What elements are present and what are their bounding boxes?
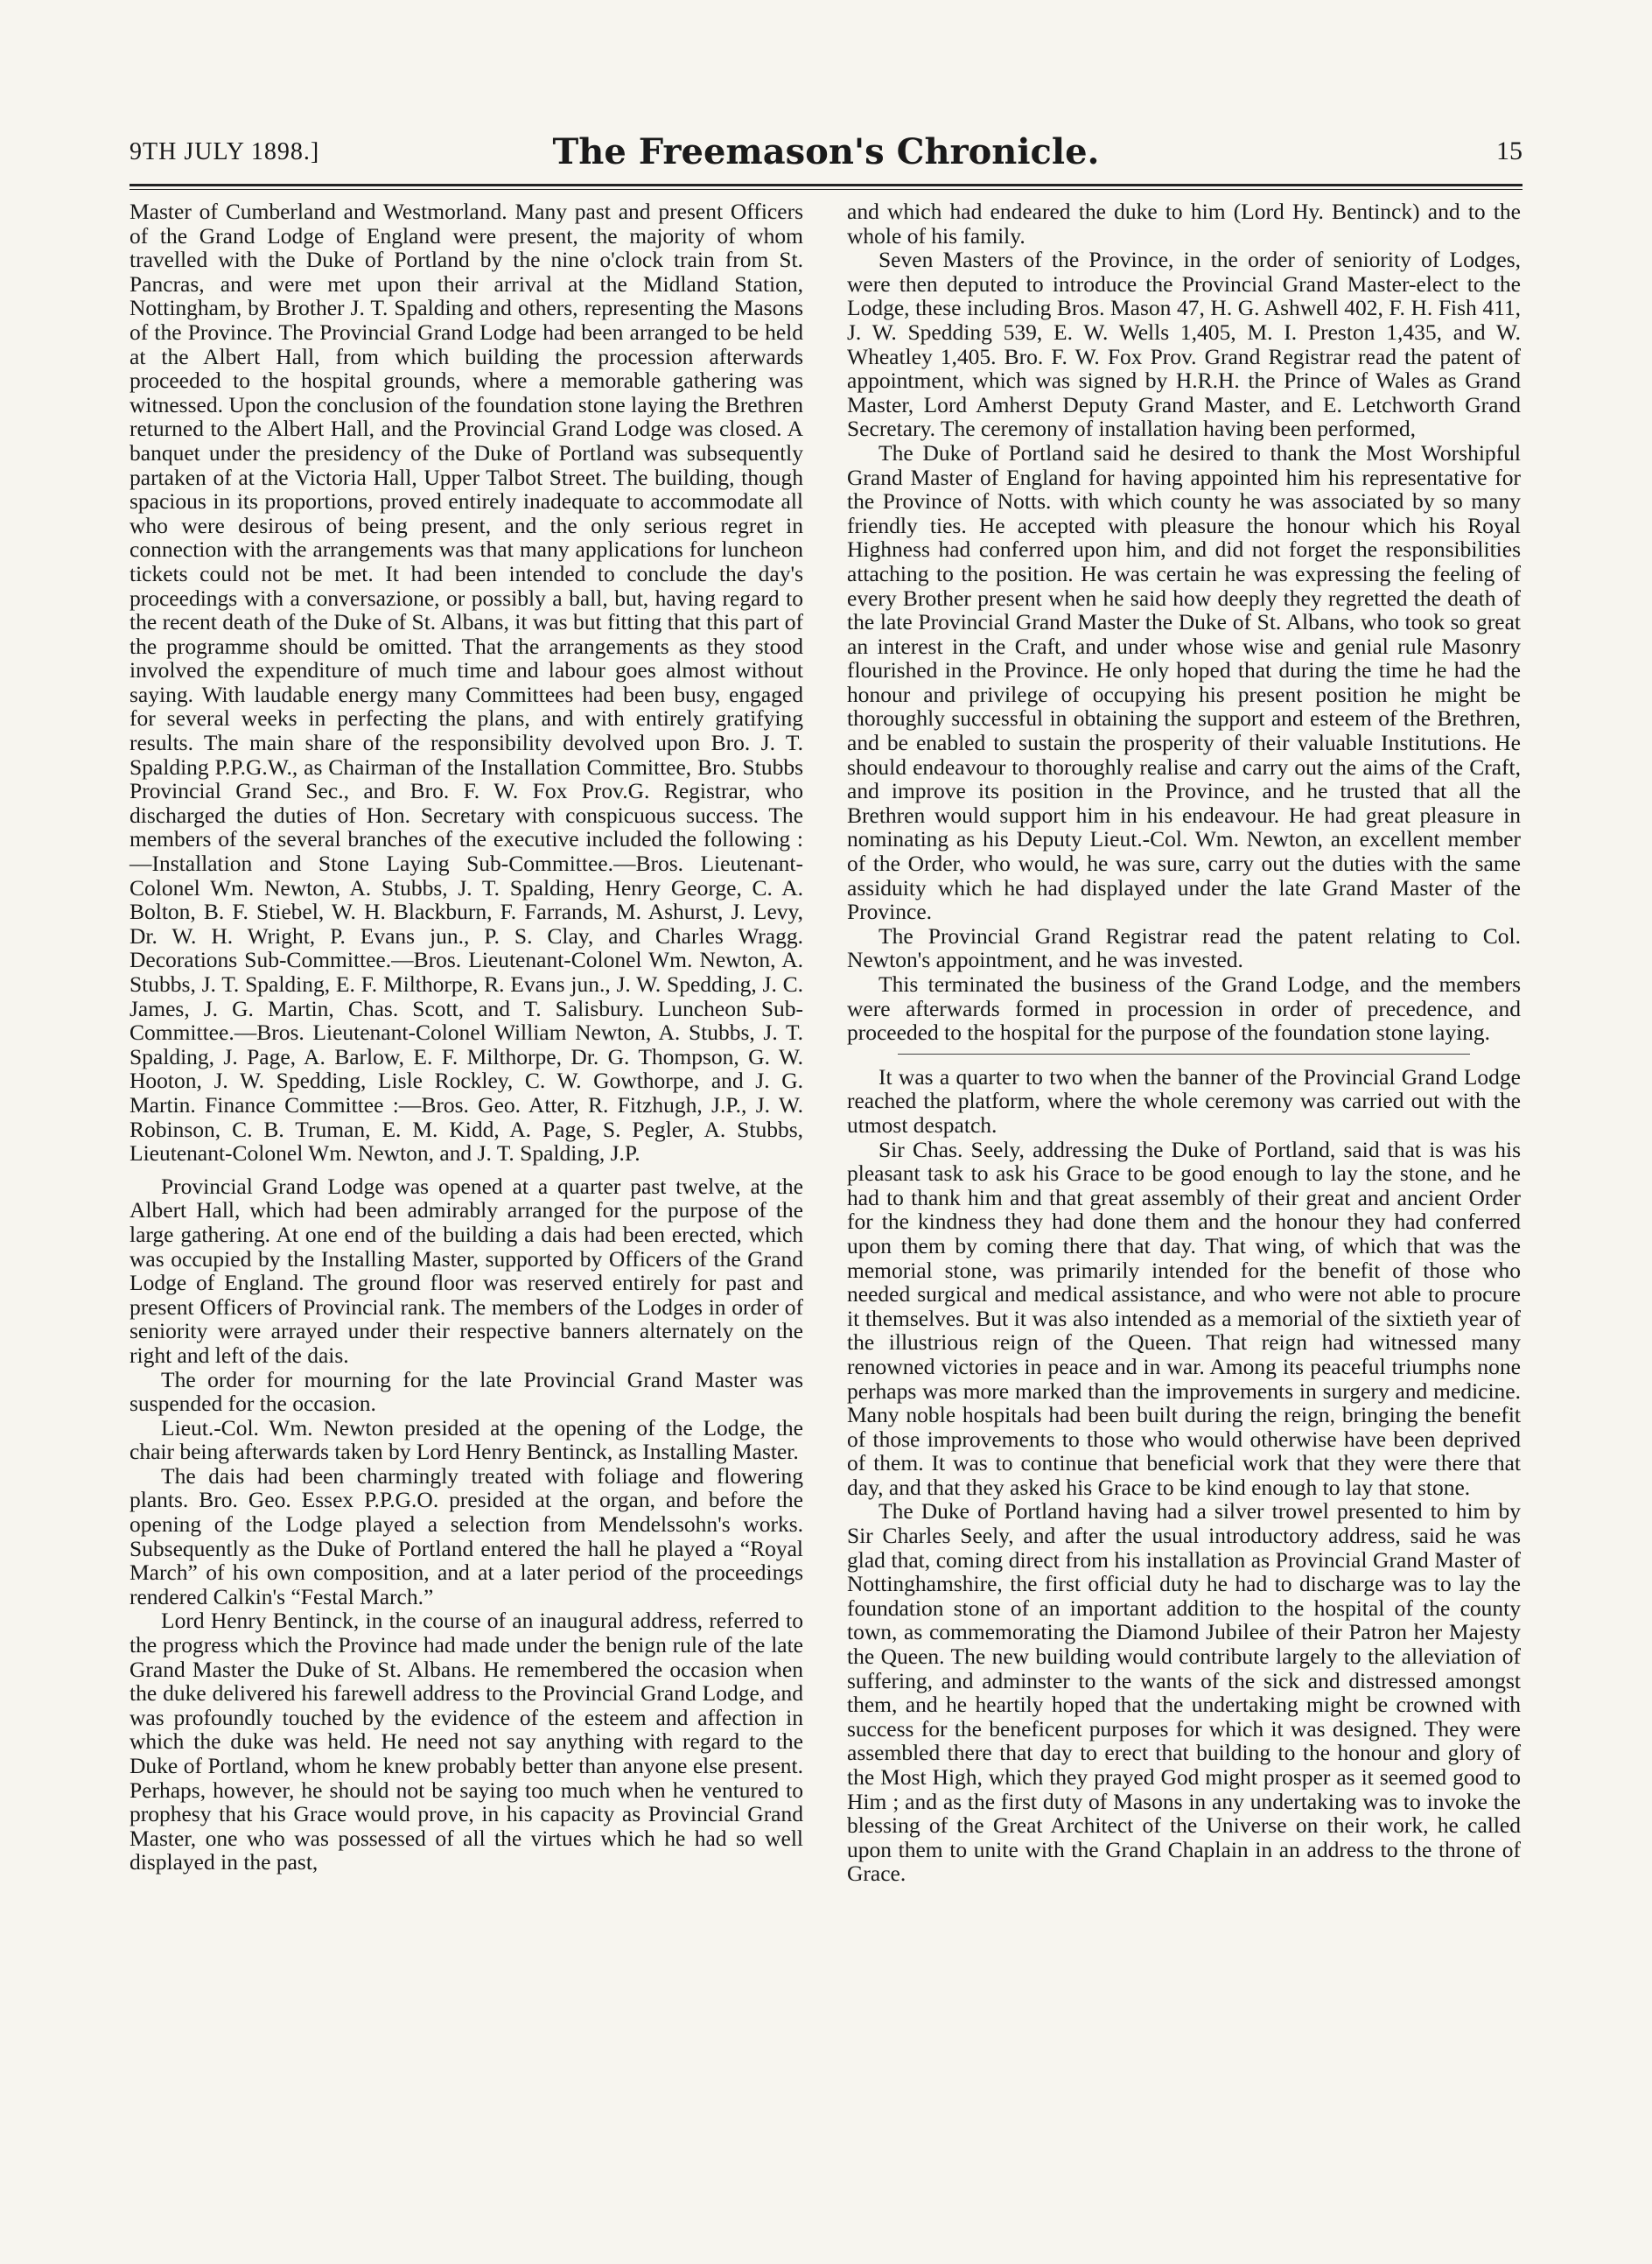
right-column [847,200,1521,1886]
paragraph: This terminated the business of the Grand Lodge, and the members were afterwards formed in procession in order of precedence, and proceeded to the hospital for the purpose of the foundation stone laying. [847,971,1521,1046]
issue-date: 9TH JULY 1898.] [130,138,320,165]
paragraph: It was a quarter to two when the banner of the Provincial Grand Lodge reached the platform, where the whole ceremony was carried out with the utmost despatch. [847,1063,1521,1138]
paragraph: The Duke of Portland said he desired to thank the Most Worshipful Grand Master of England for having appointed him his representative for the Province of Notts. with which county he was associated by so many friendly ties. He accepted with pleasure the honour which his Royal Highness had conferred upon him, and did not forget the responsibilities attaching to the position. He was certain he was expressing the feeling of every Brother present when he said how deeply they regretted the death of the late Provincial Grand Master the Duke of St. Albans, who took so great an interest in the Craft, and under whose wise and genial rule Masonry flourished in the Province. He only hoped that during the time he had the honour and privilege of occupying his present position he might be thoroughly successful in obtaining the support and esteem of the Brethren, and be enabled to sustain the prosperity of their valuable Institutions. He should endeavour to thoroughly realise and carry out the aims of the Craft, and improve its position in the Province, and he trusted that all the Brethren would support him in his endeavour. He had great pleasure in nominating as his Deputy Lieut.-Col. Wm. Newton, an excellent member of the Order, who would, he was sure, carry out the duties with the same assiduity which he had displayed under the late Grand Master of the Province. [847,439,1521,925]
paragraph: Sir Chas. Seely, addressing the Duke of Portland, said that is was his pleasant task to ask his Grace to be good enough to lay the stone, and he had to thank him and that great assembly of their great and ancient Order for the kindness they had done them and the honour they had conferred upon them by coming there that day. That wing, of which that was the memorial stone, was primarily intended for the benefit of those who needed surgical and medical assistance, and who were not able to procure it themselves. But it was also intended as a memorial of the sixtieth year of the illustrious reign of the Queen. That reign had witnessed many renowned victories in peace and in war. Among its peaceful triumphs none perhaps was more marked than the improvements in surgery and medicine. Many noble hospitals had been built during the reign, bringing the benefit of those improvements to those who would otherwise have been deprived of them. It was to continue that beneficial work that they were there that day, and that they asked his Grace to be kind enough to lay that stone. [847,1136,1521,1500]
paragraph: and which had endeared the duke to him (Lord Hy. Bentinck) and to the whole of his family. [847,199,1521,249]
masthead-title: The Freemason's Chronicle. [552,131,1100,172]
paragraph: Lieut.-Col. Wm. Newton presided at the opening of the Lodge, the chair being afterwards taken by Lord Henry Bentinck, as Installing Master. [130,1414,803,1465]
left-column [130,200,803,1875]
paragraph: The dais had been charmingly treated with foliage and flowering plants. Bro. Geo. Essex P.P.G.O. presided at the organ, and before the opening of the Lodge played a selection from Mendelssohn's works. Subsequently as the Duke of Portland entered the hall he played a “Royal March” of his own composition, and at a later period of the proceedings rendered Calkin's “Festal March.” [130,1462,803,1609]
paragraph: The order for mourning for the late Provincial Grand Master was suspended for the occasion. [130,1366,803,1417]
header-rule [130,184,1522,186]
header-rule-thin [130,189,1522,190]
paragraph: Lord Henry Bentinck, in the course of an inaugural address, referred to the progress which the Province had made under the benign rule of the late Grand Master the Duke of St. Albans. He remembered the occasion when the duke delivered his farewell address to the Provincial Grand Lodge, and was profoundly touched by the evidence of the esteem and affection in which the duke was held. He need not say anything with regard to the Duke of Portland, whom he knew probably better than anyone else present. Perhaps, however, he should not be saying too much when he ventured to prophesy that his Grace would prove, in his capacity as Provincial Grand Master, one who was possessed of all the virtues which he had so well displayed in the past, [130,1608,803,1875]
paragraph: The Provincial Grand Registrar read the patent relating to Col. Newton's appointment, and he was invested. [847,922,1521,973]
page-number: 15 [1496,137,1522,165]
paragraph: Provincial Grand Lodge was opened at a quarter past twelve, at the Albert Hall, which had been admirably arranged for the purpose of the large gathering. At one end of the building a dais had been erected, which was occupied by the Installing Master, supported by Officers of the Grand Lodge of England. The ground floor was reserved entirely for past and present Officers of Provincial rank. The members of the Lodges in order of seniority were arrayed under their respective banners alternately on the right and left of the dais. [130,1173,803,1368]
paragraph: Master of Cumberland and Westmorland. Many past and present Officers of the Grand Lodge of England were present, the majority of whom travelled with the Duke of Portland by the nine o'clock train from St. Pancras, and were met upon their arrival at the Midland Station, Nottingham, by Brother J. T. Spalding and others, representing the Masons of the Province. The Provincial Grand Lodge had been arranged to be held at the Albert Hall, from which building the procession afterwards proceeded to the hospital grounds, where a memorable gathering was witnessed. Upon the conclusion of the foundation stone laying the Brethren returned to the Albert Hall, and the Provincial Grand Lodge was closed. A banquet under the presidency of the Duke of Portland was subsequently partaken of at the Victoria Hall, Upper Talbot Street. The building, though spacious in its proportions, proved entirely inadequate to accommodate all who were desirous of being present, and the only serious regret in connection with the arrangements was that many applications for luncheon tickets could not be met. It had been intended to conclude the day's proceedings with a conversazione, or possibly a ball, but, having regard to the recent death of the Duke of St. Albans, it was but fitting that this part of the programme should be omitted. That the arrangements as they stood involved the expenditure of much time and labour goes almost without saying. With laudable energy many Committees had been busy, engaged for several weeks in perfecting the plans, and with entirely gratifying results. The main share of the responsibility devolved upon Bro. J. T. Spalding P.P.G.W., as Chairman of the Installation Committee, Bro. Stubbs Provincial Grand Sec., and Bro. F. W. Fox Prov.G. Registrar, who discharged the duties of Hon. Secretary with conspicuous success. The members of the several branches of the executive included the following :—Installation and Stone Laying Sub-Committee.—Bros. Lieutenant-Colonel Wm. Newton, A. Stubbs, J. T. Spalding, Henry George, C. A. Bolton, B. F. Stiebel, W. H. Blackburn, F. Farrands, M. Ashurst, J. Levy, Dr. W. H. Wright, P. Evans jun., P. S. Clay, and Charles Wragg. Decorations Sub-Committee.—Bros. Lieutenant-Colonel Wm. Newton, A. Stubbs, J. T. Spalding, E. F. Milthorpe, R. Evans jun., J. W. Spedding, J. C. James, J. G. Martin, Chas. Scott, and T. Salisbury. Luncheon Sub-Committee.—Bros. Lieutenant-Colonel William Newton, A. Stubbs, J. T. Spalding, J. Page, A. Barlow, E. F. Milthorpe, Dr. G. Thompson, G. W. Hooton, J. W. Spedding, Lisle Rockley, C. W. Gowthorpe, and J. G. Martin. Finance Committee :—Bros. Geo. Atter, R. Fitzhugh, J.P., J. W. Robinson, C. B. Truman, E. M. Kidd, A. Page, S. Pegler, A. Stubbs, Lieutenant-Colonel Wm. Newton, and J. T. Spalding, J.P. [130,199,803,1167]
paragraph: The Duke of Portland having had a silver trowel presented to him by Sir Charles Seely, and after the usual introductory address, said he was glad that, coming direct from his installation as Provincial Grand Master of Nottinghamshire, the first official duty he had to discharge was to lay the foundation stone of an important addition to the hospital of the county town, as commemorating the Diamond Jubilee of their Patron her Majesty the Queen. The new building would contribute largely to the alleviation of suffering, and adminster to the wants of the sick and distressed amongst them, and he heartily hoped that the undertaking might be crowned with success for the beneficent purposes for which it was designed. They were assembled there that day to erect that building to the honour and glory of the Most High, which they prayed God might prosper as it seemed good to Him ; and as the first duty of Masons in any undertaking was to invoke the blessing of the Great Architect of the Universe on their work, he called upon them to unite with the Grand Chaplain in an address to the throne of Grace. [847,1498,1521,1887]
section-divider [898,1054,1471,1055]
page-header [130,131,1522,184]
paragraph: Seven Masters of the Province, in the order of seniority of Lodges, were then deputed to introduce the Provincial Grand Master-elect to the Lodge, these including Bros. Mason 47, H. G. Ashwell 402, F. H. Fish 411, J. W. Spedding 539, E. W. Wells 1,405, M. I. Preston 1,435, and W. Wheatley 1,405. Bro. F. W. Fox Prov. Grand Registrar read the patent of appointment, which was signed by H.R.H. the Prince of Wales as Grand Master, Lord Amherst Deputy Grand Master, and E. Letchworth Grand Secretary. The ceremony of installation having been performed, [847,247,1521,442]
